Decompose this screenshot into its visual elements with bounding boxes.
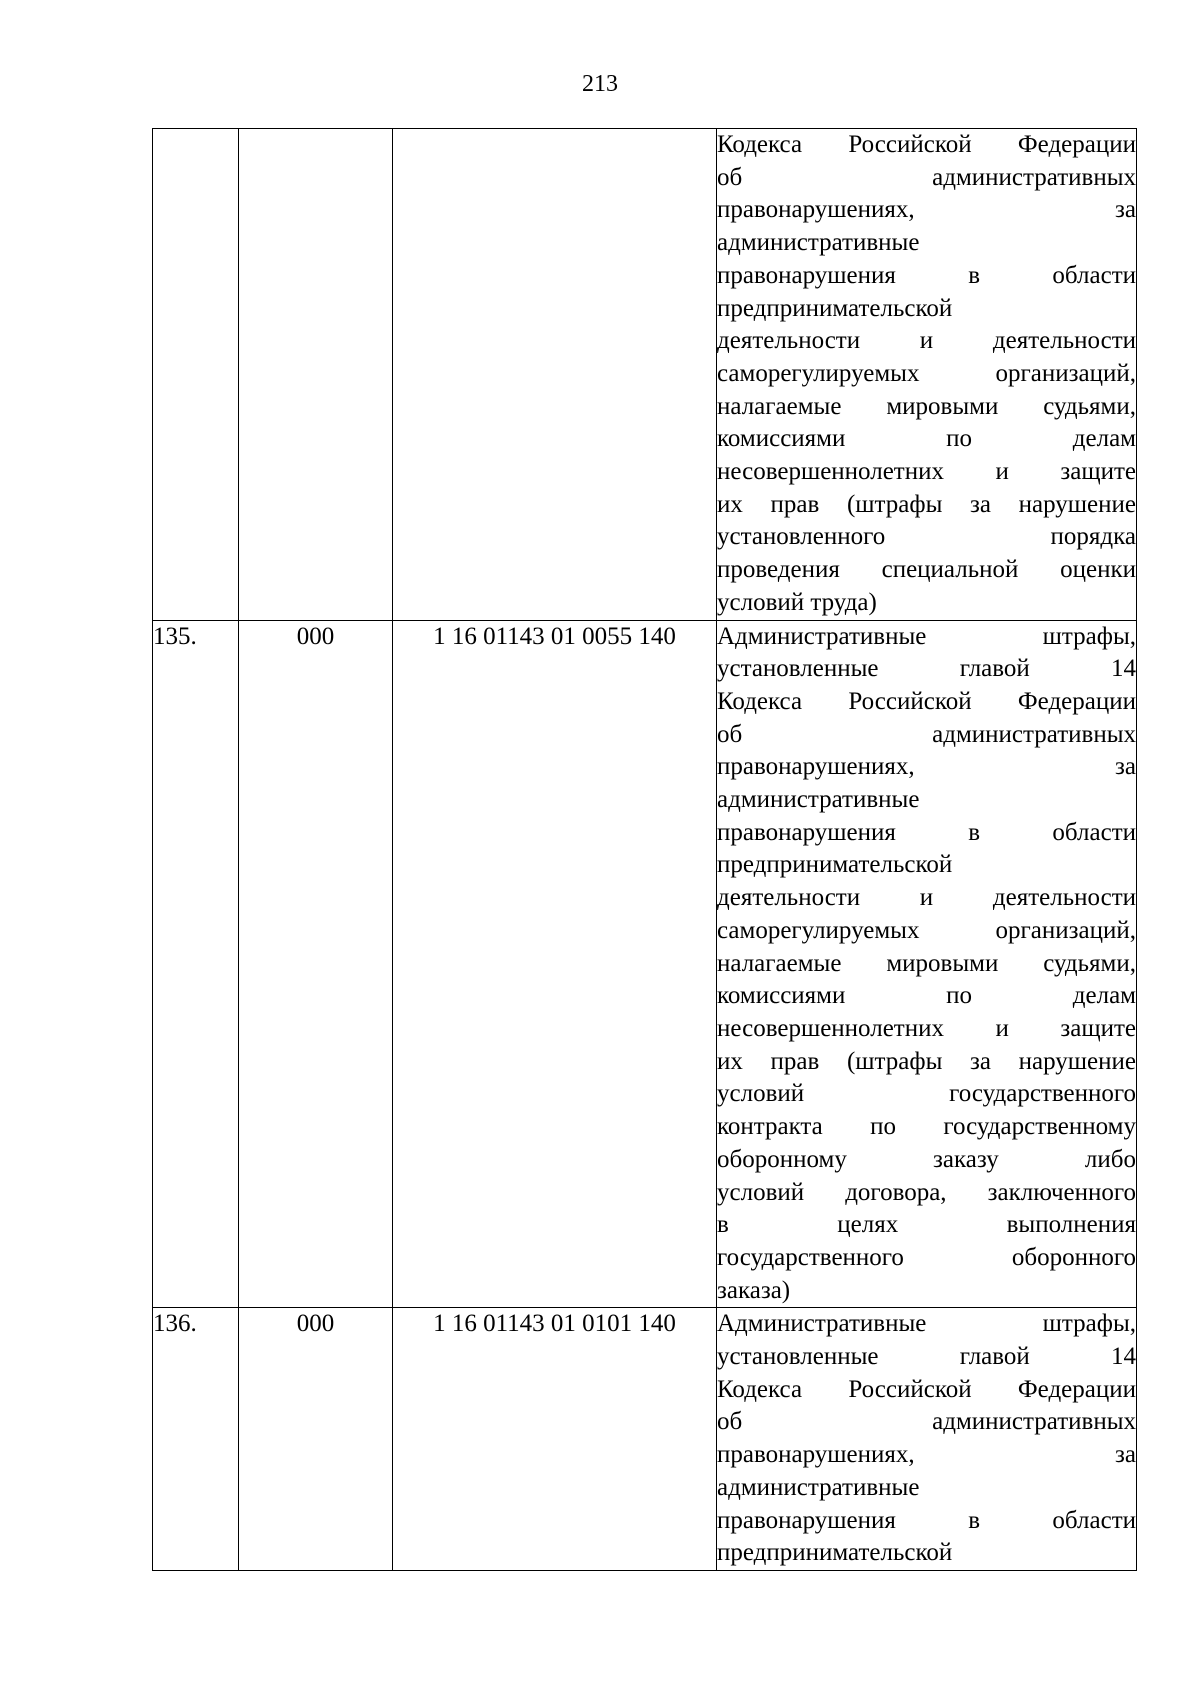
description-line: оборонному заказу либо [717, 1145, 1136, 1173]
description-line: правонарушениях, за [717, 1441, 1136, 1469]
description-line: их прав (штрафы за нарушение [717, 1047, 1136, 1075]
description-line: правонарушениях, за [717, 196, 1136, 224]
description-line: условий договора, заключенного [717, 1178, 1136, 1206]
budget-classification-code-cell [393, 129, 717, 621]
row-number-cell [153, 129, 239, 621]
description-line: установленные главой 14 [717, 1343, 1136, 1371]
administrator-code-cell [239, 129, 393, 621]
description-line: государственного оборонного [717, 1243, 1136, 1271]
description-line: установленного порядка [717, 523, 1136, 551]
description-line: Административные штрафы, [717, 1310, 1136, 1338]
budget-classification-code-cell: 1 16 01143 01 0055 140 [393, 620, 717, 1308]
description-line: предпринимательской [717, 851, 953, 879]
description-line: предпринимательской [717, 294, 953, 322]
description-line: Кодекса Российской Федерации [717, 687, 1136, 715]
row-number-cell: 135. [153, 620, 239, 1308]
description-line: условий государственного [717, 1080, 1136, 1108]
description-line: об административных [717, 163, 1136, 191]
budget-classification-code-cell: 1 16 01143 01 0101 140 [393, 1308, 717, 1571]
table-row [153, 129, 1137, 621]
description-line: в целях выполнения [717, 1211, 1136, 1239]
description-line: саморегулируемых организаций, [717, 916, 1136, 944]
description-line: заказа) [717, 1276, 791, 1304]
description-line: комиссиями по делам [717, 982, 1136, 1010]
table-row [153, 620, 1137, 1308]
description-line: об административных [717, 1408, 1136, 1436]
page-number: 213 [582, 71, 618, 97]
revenue-codes-table [152, 128, 1137, 1571]
row-number-cell: 136. [153, 1308, 239, 1571]
description-line: установленные главой 14 [717, 655, 1136, 683]
description-line: налагаемые мировыми судьями, [717, 392, 1136, 420]
description-line: несовершеннолетних и защите [717, 458, 1136, 486]
description-line: Кодекса Российской Федерации [717, 1375, 1136, 1403]
description-line: административные [717, 229, 920, 257]
description-line: правонарушения в области [717, 261, 1136, 289]
description-line: предпринимательской [717, 1539, 953, 1567]
description-cell [717, 620, 1137, 1308]
description-line: административные [717, 1473, 920, 1501]
administrator-code-cell: 000 [239, 620, 393, 1308]
description-line: об административных [717, 720, 1136, 748]
description-line: их прав (штрафы за нарушение [717, 490, 1136, 518]
administrator-code-cell: 000 [239, 1308, 393, 1571]
description-line: правонарушениях, за [717, 753, 1136, 781]
description-line: саморегулируемых организаций, [717, 359, 1136, 387]
table-row [153, 1308, 1137, 1571]
description-line: комиссиями по делам [717, 425, 1136, 453]
description-line: несовершеннолетних и защите [717, 1014, 1136, 1042]
description-line: административные [717, 786, 920, 814]
description-line: правонарушения в области [717, 1506, 1136, 1534]
description-line: налагаемые мировыми судьями, [717, 949, 1136, 977]
description-cell [717, 129, 1137, 621]
description-line: правонарушения в области [717, 818, 1136, 846]
description-line: условий труда) [717, 588, 877, 616]
description-line: Административные штрафы, [717, 622, 1136, 650]
description-cell [717, 1308, 1137, 1571]
description-line: Кодекса Российской Федерации [717, 131, 1136, 158]
description-line: деятельности и деятельности [717, 327, 1136, 355]
description-line: проведения специальной оценки [717, 556, 1136, 584]
description-line: деятельности и деятельности [717, 884, 1136, 912]
description-line: контракта по государственному [717, 1113, 1136, 1141]
